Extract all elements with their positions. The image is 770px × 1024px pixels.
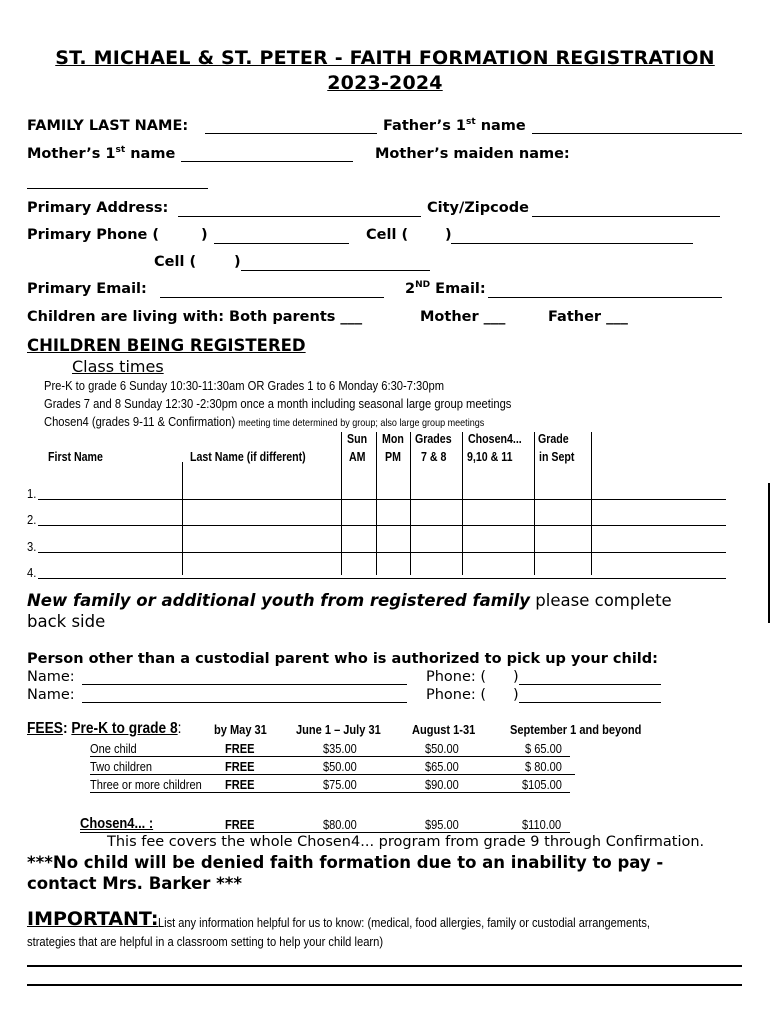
chosen4-fee-note: This fee covers the whole Chosen4... program from grade 9 through Confirmation.	[107, 834, 705, 850]
col-chosen4: Chosen4...	[468, 432, 522, 446]
living-with-father[interactable]: Father ___	[548, 309, 628, 325]
form-title-line1: ST. MICHAEL & ST. PETER - FAITH FORMATION REGISTRATION	[55, 47, 715, 69]
col-divider	[182, 462, 183, 575]
col-divider	[410, 432, 411, 575]
class-times-line1: Pre-K to grade 6 Sunday 10:30-11:30am OR Grades 1 to 6 Monday 6:30-7:30pm	[44, 378, 445, 393]
fee-row-rule	[80, 832, 570, 833]
primary-email-label: Primary Email:	[27, 281, 147, 297]
fee-col-june-july: June 1 – July 31	[296, 722, 381, 737]
pickup-phone-label: Phone: (	[426, 687, 487, 703]
fee-col-september: September 1 and beyond	[510, 722, 642, 737]
class-times-label: Class times	[72, 357, 164, 376]
col-divider	[591, 432, 592, 575]
col-first-name: First Name	[48, 450, 103, 464]
fee-value: $35.00	[323, 741, 357, 756]
living-with-label: Children are living with: Both parents ___	[27, 309, 363, 325]
living-with-mother[interactable]: Mother ___	[420, 309, 506, 325]
fees-heading: FEES: Pre-K to grade 8:	[27, 720, 182, 737]
important-note: IMPORTANT:List any information helpful for us to know: (medical, food allergies, family or custodial arrangements,	[27, 908, 651, 930]
mother-name-label: Mother’s 1st name	[27, 145, 176, 162]
pickup-phone-paren: )	[513, 687, 519, 703]
primary-phone-field[interactable]	[214, 243, 349, 244]
fee-col-august: August 1-31	[412, 722, 476, 737]
chosen4-fee-value: FREE	[225, 817, 255, 832]
fee-value: $50.00	[425, 741, 459, 756]
cell2-field[interactable]	[241, 270, 430, 271]
fee-col-may: by May 31	[214, 722, 267, 737]
family-last-name-label: FAMILY LAST NAME:	[27, 118, 189, 134]
table-row-number: 3.	[27, 539, 37, 554]
chosen4-fee-label: Chosen4... :	[80, 815, 154, 832]
cell-field[interactable]	[451, 243, 693, 244]
pickup-phone-field[interactable]	[519, 684, 661, 685]
important-note-line2: strategies that are helpful in a classroom setting to help your child learn)	[27, 934, 384, 949]
table-row-number: 2.	[27, 512, 37, 527]
cell2-paren: )	[234, 254, 241, 270]
table-row[interactable]	[38, 578, 726, 579]
fee-value: FREE	[225, 777, 255, 792]
pickup-heading: Person other than a custodial parent who is authorized to pick up your child:	[27, 651, 658, 667]
cell-label: Cell (	[366, 227, 409, 243]
important-answer-line[interactable]	[27, 984, 742, 986]
col-sun: Sun	[347, 432, 368, 446]
col-grade-sept: in Sept	[539, 450, 575, 464]
cell-paren: )	[445, 227, 452, 243]
fee-row-rule	[90, 774, 575, 775]
mother-maiden-name-field[interactable]	[27, 188, 208, 189]
col-divider	[534, 432, 535, 575]
col-divider	[341, 432, 342, 575]
col-grade: Grade	[538, 432, 569, 446]
table-row[interactable]	[38, 552, 726, 553]
fee-value: $50.00	[323, 759, 357, 774]
new-family-note-line2: back side	[27, 612, 106, 631]
cell2-label: Cell (	[154, 254, 197, 270]
fee-row-label: One child	[90, 741, 137, 756]
fee-value: $ 80.00	[525, 759, 562, 774]
class-times-line2: Grades 7 and 8 Sunday 12:30 -2:30pm once a month including seasonal large group meetings	[44, 396, 512, 411]
chosen4-fee-value: $80.00	[323, 817, 357, 832]
chosen4-fee-value: $95.00	[425, 817, 459, 832]
form-title-year: 2023-2024	[327, 72, 443, 94]
fee-row-rule	[90, 792, 570, 793]
class-times-line3: Chosen4 (grades 9-11 & Confirmation) meeting time determined by group; also large group meetings	[44, 414, 485, 429]
primary-phone-paren: )	[201, 227, 208, 243]
fee-value: FREE	[225, 759, 255, 774]
mother-maiden-name-label: Mother’s maiden name:	[375, 146, 570, 162]
fee-row-label: Two children	[90, 759, 153, 774]
new-family-note: New family or additional youth from registered family please complete	[27, 591, 672, 610]
pickup-name-field[interactable]	[82, 684, 407, 685]
fee-value: FREE	[225, 741, 255, 756]
no-child-denied-line2: contact Mrs. Barker ***	[27, 874, 243, 893]
col-grades: Grades	[415, 432, 452, 446]
table-row[interactable]	[38, 525, 726, 526]
fee-value: $75.00	[323, 777, 357, 792]
primary-phone-label: Primary Phone (	[27, 227, 160, 243]
chosen4-fee-value: $110.00	[522, 817, 562, 832]
mother-name-field[interactable]	[181, 161, 353, 162]
pickup-phone-field[interactable]	[519, 702, 661, 703]
col-divider	[462, 432, 463, 575]
table-row[interactable]	[38, 499, 726, 500]
important-answer-line[interactable]	[27, 965, 742, 967]
primary-address-label: Primary Address:	[27, 200, 169, 216]
pickup-phone-label: Phone: (	[426, 669, 487, 685]
col-mon: Mon	[382, 432, 404, 446]
fee-row-rule	[90, 756, 570, 757]
fee-row-label: Three or more children	[90, 777, 202, 792]
col-mon-pm: PM	[385, 450, 401, 464]
col-last-name: Last Name (if different)	[190, 450, 306, 464]
family-last-name-field[interactable]	[205, 133, 377, 134]
fee-value: $90.00	[425, 777, 459, 792]
father-name-label: Father’s 1st name	[383, 117, 526, 134]
father-name-field[interactable]	[532, 133, 742, 134]
fee-value: $65.00	[425, 759, 459, 774]
primary-email-field[interactable]	[160, 297, 384, 298]
pickup-phone-paren: )	[513, 669, 519, 685]
col-chosen4-grades: 9,10 & 11	[467, 450, 513, 464]
city-zipcode-label: City/Zipcode	[427, 200, 529, 216]
no-child-denied-line1: ***No child will be denied faith formation due to an inability to pay -	[27, 853, 664, 872]
table-row-number: 1.	[27, 486, 37, 501]
city-zipcode-field[interactable]	[532, 216, 720, 217]
col-grades-78: 7 & 8	[421, 450, 447, 464]
second-email-label: 2ND Email:	[405, 280, 486, 297]
fee-value: $105.00	[522, 777, 562, 792]
children-heading: CHILDREN BEING REGISTERED	[27, 336, 306, 355]
pickup-name-label: Name:	[27, 669, 75, 685]
primary-address-field[interactable]	[178, 216, 421, 217]
table-row-number: 4.	[27, 565, 37, 580]
second-email-field[interactable]	[488, 297, 722, 298]
fee-value: $ 65.00	[525, 741, 562, 756]
col-sun-am: AM	[349, 450, 366, 464]
pickup-name-field[interactable]	[82, 702, 407, 703]
pickup-name-label: Name:	[27, 687, 75, 703]
col-divider	[376, 432, 377, 575]
